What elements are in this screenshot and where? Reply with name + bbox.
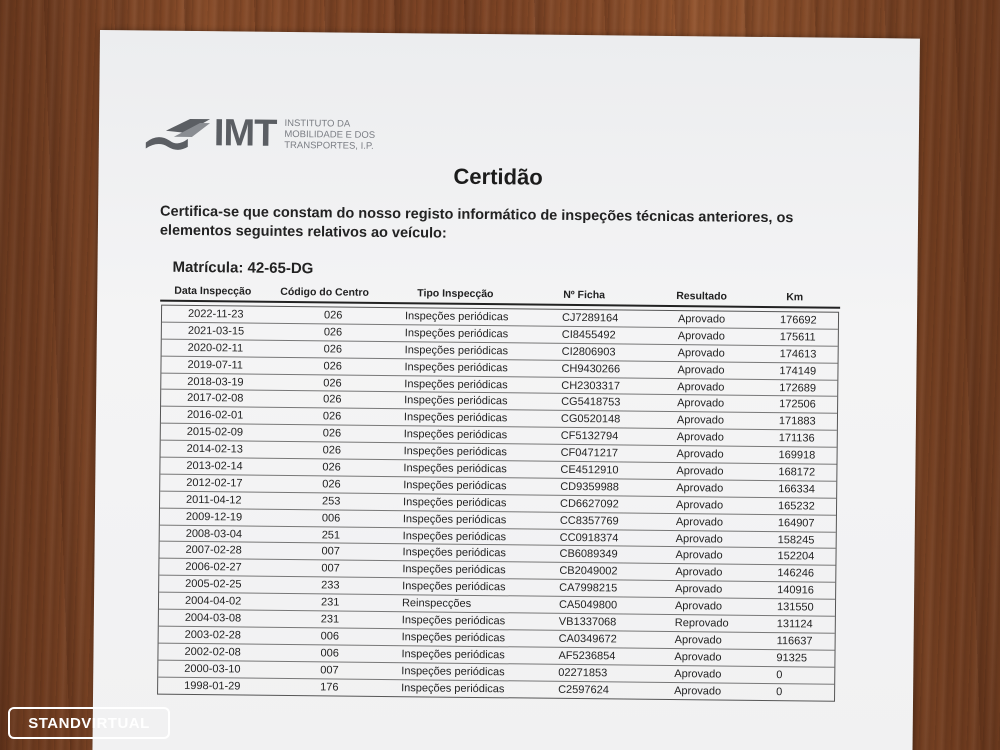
cell-km: 140916 (777, 584, 814, 597)
cell-type: Inspeções periódicas (402, 546, 506, 560)
cell-center: 026 (323, 393, 342, 407)
cell-center: 006 (320, 630, 340, 643)
cell-type: Inspeções periódicas (401, 631, 506, 645)
cell-date: 1998-01-29 (184, 679, 241, 693)
cell-date: 2008-03-04 (185, 527, 243, 541)
cell-center: 026 (322, 478, 341, 491)
cell-sheet: CH2303317 (561, 379, 621, 393)
inspection-table (157, 305, 839, 703)
cell-sheet: CD6627092 (560, 497, 619, 511)
column-header-km: Km (786, 291, 804, 304)
cell-km: 0 (776, 668, 783, 681)
cell-type: Inspeções periódicas (404, 310, 509, 324)
cell-km: 176692 (779, 314, 817, 327)
cell-result: Aprovado (676, 481, 724, 495)
cell-sheet: CJ7289164 (561, 311, 619, 325)
cell-center: 026 (323, 326, 343, 339)
cell-date: 2003-02-28 (184, 628, 242, 642)
imt-wave-icon (144, 112, 212, 153)
cell-km: 0 (776, 685, 783, 698)
cell-km: 169918 (778, 449, 816, 462)
cell-date: 2006-02-27 (185, 561, 242, 574)
cell-date: 2002-02-08 (184, 645, 241, 659)
cell-type: Inspeções periódicas (401, 681, 505, 695)
cell-sheet: CC8357769 (559, 514, 619, 528)
cell-result: Aprovado (676, 414, 725, 427)
cell-date: 2022-11-23 (187, 307, 244, 321)
cell-type: Inspeções periódicas (403, 495, 507, 510)
cell-result: Aprovado (676, 431, 724, 444)
cell-km: 158245 (777, 533, 815, 547)
cell-result: Aprovado (675, 583, 723, 596)
cell-sheet: VB1337068 (558, 615, 617, 629)
standvirtual-watermark: STANDVIRTUAL (8, 707, 170, 739)
cell-type: Inspeções periódicas (403, 428, 508, 442)
cell-date: 2004-03-08 (184, 611, 242, 625)
cell-type: Inspeções periódicas (401, 648, 505, 662)
cell-center: 026 (323, 309, 343, 322)
cell-center: 026 (322, 444, 342, 457)
cell-center: 233 (321, 579, 340, 592)
cell-sheet: CH9430266 (561, 362, 621, 376)
cell-km: 168172 (778, 466, 816, 479)
cell-km: 174613 (779, 347, 817, 361)
cell-date: 2013-02-14 (186, 459, 243, 473)
column-header-center: Código do Centro (280, 285, 369, 299)
cell-date: 2019-07-11 (187, 358, 244, 372)
cell-km: 146246 (777, 567, 815, 580)
cell-type: Inspeções periódicas (404, 377, 508, 391)
cell-type: Inspeções periódicas (404, 394, 508, 408)
cell-type: Inspeções periódicas (403, 462, 507, 476)
cell-center: 026 (322, 427, 342, 440)
cell-km: 175611 (779, 331, 816, 344)
cell-sheet: CA0349672 (558, 632, 617, 646)
cell-type: Inspeções periódicas (402, 563, 506, 577)
cell-date: 2021-03-15 (187, 324, 245, 338)
cell-km: 171883 (778, 415, 816, 428)
cell-result: Aprovado (677, 363, 725, 377)
cell-type: Inspeções periódicas (402, 529, 507, 543)
cell-center: 026 (323, 360, 342, 373)
cell-km: 164907 (777, 516, 815, 530)
cell-type: Inspeções periódicas (402, 512, 507, 526)
cell-date: 2017-02-08 (187, 392, 244, 405)
cell-date: 2007-02-28 (185, 544, 242, 557)
cell-km: 165232 (777, 499, 815, 513)
logo-subtitle-line: MOBILIDADE E DOS (284, 128, 376, 141)
cell-date: 2004-04-02 (184, 595, 242, 608)
cell-sheet: CG5418753 (561, 396, 621, 409)
cell-result: Aprovado (674, 633, 722, 647)
cell-sheet: CC0918374 (559, 531, 619, 545)
column-header-result: Resultado (676, 290, 728, 303)
cell-type: Inspeções periódicas (404, 343, 509, 358)
cell-date: 2015-02-09 (186, 426, 244, 439)
cell-km: 172689 (779, 381, 817, 395)
cell-result: Aprovado (674, 684, 722, 698)
cell-center: 006 (321, 512, 341, 525)
imt-logo (144, 112, 376, 154)
cell-result: Aprovado (675, 549, 723, 563)
cell-type: Inspeções periódicas (403, 411, 508, 425)
cell-result: Aprovado (677, 329, 725, 343)
cell-result: Aprovado (676, 448, 724, 461)
document-intro: Certifica-se que constam do nosso registo informático de inspeções técnicas anteriores, os elementos seguintes relativos ao veículo: (159, 203, 794, 242)
cell-center: 231 (320, 596, 340, 609)
cell-result: Aprovado (676, 465, 724, 478)
cell-sheet: CB2049002 (559, 565, 618, 578)
cell-date: 2018-03-19 (187, 375, 244, 389)
cell-result: Aprovado (674, 667, 722, 681)
cell-center: 007 (320, 664, 339, 677)
document-title: Certidão (453, 163, 543, 190)
cell-center: 007 (321, 562, 340, 575)
cell-sheet: 02271853 (558, 666, 608, 680)
cell-date: 2011-04-12 (186, 493, 242, 507)
cell-sheet: CI2806903 (561, 345, 616, 359)
cell-sheet: CD9359988 (560, 480, 620, 494)
cell-type: Inspeções periódicas (402, 580, 506, 594)
cell-center: 026 (323, 343, 343, 356)
cell-km: 131124 (776, 618, 813, 631)
cell-type: Reinspecções (401, 597, 472, 611)
cell-type: Inspeções periódicas (403, 445, 508, 459)
cell-sheet: CG0520148 (560, 413, 621, 426)
cell-result: Aprovado (674, 600, 723, 613)
cell-center: 006 (320, 647, 339, 660)
cell-km: 174149 (779, 364, 817, 378)
cell-km: 166334 (778, 483, 816, 496)
cell-center: 026 (322, 461, 341, 474)
cell-result: Aprovado (677, 380, 725, 394)
cell-sheet: C2597624 (558, 683, 609, 696)
column-header-type: Tipo Inspecção (417, 287, 494, 301)
cell-date: 2012-02-17 (186, 476, 243, 490)
license-plate: Matrícula: 42-65-DG (172, 258, 314, 278)
cell-km: 91325 (776, 651, 808, 665)
logo-subtitle-line: INSTITUTO DA (284, 117, 351, 130)
cell-km: 116637 (776, 635, 813, 648)
logo-wordmark: IMT (213, 112, 277, 155)
cell-date: 2014-02-13 (186, 443, 243, 456)
logo-subtitle-line: TRANSPORTES, I.P. (284, 139, 374, 152)
cell-date: 2020-02-11 (187, 341, 244, 355)
cell-result: Aprovado (675, 566, 723, 579)
cell-result: Reprovado (674, 617, 729, 630)
cell-center: 251 (321, 528, 341, 542)
cell-result: Aprovado (675, 498, 724, 512)
cell-center: 253 (322, 495, 341, 508)
cell-date: 2000-03-10 (184, 662, 241, 676)
column-header-date: Data Inspecção (174, 284, 252, 298)
cell-sheet: CA5049800 (558, 598, 618, 612)
cell-center: 231 (320, 613, 340, 626)
cell-result: Aprovado (674, 650, 722, 664)
cell-result: Aprovado (675, 515, 724, 529)
column-header-sheet: Nº Ficha (563, 288, 606, 302)
cell-date: 2005-02-25 (185, 578, 242, 591)
cell-type: Inspeções periódicas (404, 327, 509, 341)
cell-sheet: CI8455492 (561, 328, 616, 342)
cell-center: 026 (323, 376, 342, 390)
cell-sheet: CA7998215 (559, 582, 618, 595)
cell-type: Inspeções periódicas (401, 664, 505, 678)
cell-km: 171136 (778, 432, 815, 445)
cell-result: Aprovado (677, 397, 725, 411)
cell-date: 2009-12-19 (185, 510, 243, 524)
logo-subtitle (284, 117, 375, 151)
cell-sheet: AF5236854 (558, 649, 616, 663)
cell-sheet: CB6089349 (559, 548, 618, 561)
certificate-paper (92, 30, 919, 750)
cell-date: 2016-02-01 (186, 409, 244, 422)
cell-result: Aprovado (677, 346, 725, 360)
cell-km: 152204 (777, 550, 815, 563)
cell-center: 026 (322, 410, 342, 423)
cell-type: Inspeções periódicas (403, 479, 507, 493)
cell-km: 172506 (779, 398, 816, 411)
cell-center: 176 (320, 680, 339, 694)
cell-result: Aprovado (677, 313, 726, 326)
cell-sheet: CF5132794 (560, 430, 619, 443)
cell-sheet: CE4512910 (560, 463, 619, 477)
cell-sheet: CF0471217 (560, 446, 619, 460)
cell-result: Aprovado (675, 532, 723, 546)
cell-type: Inspeções periódicas (401, 614, 506, 628)
cell-center: 007 (321, 545, 340, 559)
cell-type: Inspeções periódicas (404, 360, 508, 374)
cell-km: 131550 (776, 601, 814, 614)
